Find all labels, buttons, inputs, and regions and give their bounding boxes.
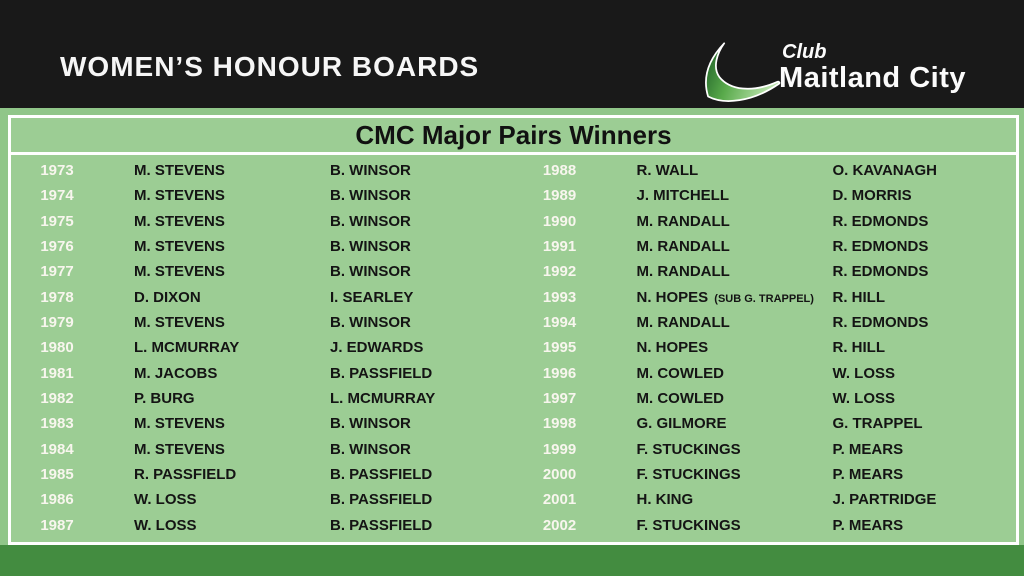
winner2-cell: B. PASSFIELD [330, 516, 433, 534]
year-cell: 2001 [542, 491, 577, 509]
winner1-cell: F. STUCKINGS [636, 516, 741, 534]
year-cell: 1993 [542, 288, 577, 306]
winner1-cell: R. WALL [636, 162, 699, 180]
row-left-half [11, 213, 514, 230]
winner2-cell: B. WINSOR [330, 212, 411, 230]
winner2-cell: P. MEARS [832, 466, 904, 484]
winner1-cell: N. HOPES (SUB G. TRAPPEL) [636, 288, 814, 306]
row-left-half [11, 187, 514, 204]
honour-board [8, 115, 1019, 545]
table-row [11, 462, 1016, 487]
row-right-half [514, 466, 1017, 483]
board-title: CMC Major Pairs Winners [11, 118, 1016, 155]
winner2-cell: B. WINSOR [330, 162, 411, 180]
logo-text [779, 42, 966, 93]
table-row [11, 386, 1016, 411]
table-row [11, 437, 1016, 462]
header-bar [0, 0, 1024, 108]
row-left-half [11, 390, 514, 407]
winner1-cell: M. STEVENS [134, 314, 225, 332]
winner1-cell: F. STUCKINGS [636, 466, 741, 484]
winner1-cell: D. DIXON [134, 288, 201, 306]
board-rows [11, 155, 1016, 542]
year-cell: 1975 [40, 212, 74, 230]
row-right-half [514, 365, 1017, 382]
winner1-cell: M. STEVENS [134, 212, 225, 230]
year-cell: 1973 [40, 162, 74, 180]
year-cell: 1999 [542, 440, 577, 458]
winner1-cell: F. STUCKINGS [636, 440, 741, 458]
row-right-half [514, 213, 1017, 230]
winner1-cell: M. RANDALL [636, 263, 730, 281]
winner2-cell: L. MCMURRAY [330, 390, 436, 408]
year-cell: 1989 [542, 187, 577, 205]
row-left-half [11, 415, 514, 432]
winner2-cell: I. SEARLEY [330, 288, 414, 306]
club-maitland-city-logo [699, 30, 966, 104]
winner2-cell: B. PASSFIELD [330, 491, 433, 509]
year-cell: 1979 [40, 314, 74, 332]
winner1-cell: M. STEVENS [134, 162, 225, 180]
year-cell: 1981 [40, 364, 74, 382]
row-right-half [514, 441, 1017, 458]
row-left-half [11, 466, 514, 483]
winner2-cell: B. WINSOR [330, 415, 411, 433]
year-cell: 1994 [542, 314, 577, 332]
logo-maitland-city-word: Maitland City [779, 61, 966, 94]
table-row [11, 234, 1016, 259]
winner2-cell: B. WINSOR [330, 440, 411, 458]
row-left-half [11, 441, 514, 458]
winner2-cell: B. WINSOR [330, 314, 411, 332]
winner1-cell: M. COWLED [636, 390, 724, 408]
winner2-cell: P. MEARS [832, 516, 904, 534]
winner2-cell: O. KAVANAGH [832, 162, 937, 180]
winner1-cell: H. KING [636, 491, 694, 509]
winner1-cell: W. LOSS [134, 516, 197, 534]
winner1-cell: G. GILMORE [636, 415, 727, 433]
table-row [11, 411, 1016, 436]
table-row [11, 335, 1016, 360]
table-row [11, 361, 1016, 386]
year-cell: 1986 [40, 491, 74, 509]
winner2-cell: B. WINSOR [330, 238, 411, 256]
year-cell: 1982 [40, 390, 74, 408]
year-cell: 1988 [542, 162, 577, 180]
row-left-half [11, 289, 514, 306]
winner2-cell: R. EDMONDS [832, 212, 929, 230]
winner1-cell: M. STEVENS [134, 238, 225, 256]
table-row [11, 259, 1016, 284]
row-left-half [11, 238, 514, 255]
table-row [11, 487, 1016, 512]
winner1-cell: M. JACOBS [134, 364, 218, 382]
winner1-cell: M. RANDALL [636, 212, 730, 230]
winner1-cell: M. STEVENS [134, 440, 225, 458]
row-right-half [514, 339, 1017, 356]
year-cell: 1987 [40, 516, 74, 534]
row-left-half [11, 263, 514, 280]
table-row [11, 513, 1016, 538]
winner2-cell: R. EDMONDS [832, 314, 929, 332]
year-cell: 1974 [40, 187, 74, 205]
winner1-cell: M. STEVENS [134, 187, 225, 205]
winner1-cell: M. RANDALL [636, 238, 730, 256]
winner1-cell: L. MCMURRAY [134, 339, 240, 357]
row-right-half [514, 517, 1017, 534]
year-cell: 1995 [542, 339, 577, 357]
year-cell: 2002 [542, 516, 577, 534]
winner2-cell: G. TRAPPEL [832, 415, 923, 433]
year-cell: 1997 [542, 390, 577, 408]
year-cell: 1976 [40, 238, 74, 256]
winner1-cell: M. STEVENS [134, 263, 225, 281]
row-left-half [11, 339, 514, 356]
winner2-cell: R. EDMONDS [832, 238, 929, 256]
winner2-cell: J. EDWARDS [330, 339, 424, 357]
winner1-cell: N. HOPES [636, 339, 709, 357]
year-cell: 1984 [40, 440, 74, 458]
winner1-cell: W. LOSS [134, 491, 197, 509]
winner2-cell: P. MEARS [832, 440, 904, 458]
row-right-half [514, 289, 1017, 306]
winner2-cell: B. PASSFIELD [330, 364, 433, 382]
table-row [11, 209, 1016, 234]
row-left-half [11, 491, 514, 508]
row-right-half [514, 314, 1017, 331]
row-right-half [514, 491, 1017, 508]
logo-swoosh-icon [699, 40, 783, 104]
row-right-half [514, 162, 1017, 179]
year-cell: 1992 [542, 263, 577, 281]
row-left-half [11, 365, 514, 382]
year-cell: 1983 [40, 415, 74, 433]
winner1-cell: P. BURG [134, 390, 195, 408]
substitute-note: (SUB G. TRAPPEL) [708, 292, 814, 305]
table-row [11, 310, 1016, 335]
winner2-cell: R. HILL [832, 339, 885, 357]
winner2-cell: J. PARTRIDGE [832, 491, 937, 509]
row-left-half [11, 517, 514, 534]
row-right-half [514, 415, 1017, 432]
footer-bar [0, 545, 1024, 576]
row-left-half [11, 162, 514, 179]
year-cell: 1980 [40, 339, 74, 357]
winner2-cell: R. EDMONDS [832, 263, 929, 281]
year-cell: 1990 [542, 212, 577, 230]
table-row [11, 158, 1016, 183]
page-title: WOMEN’S HONOUR BOARDS [60, 51, 480, 82]
logo-club-word: Club [782, 40, 827, 63]
winner2-cell: B. WINSOR [330, 263, 411, 281]
winner2-cell: R. HILL [832, 288, 885, 306]
row-left-half [11, 314, 514, 331]
winner2-cell: W. LOSS [832, 364, 896, 382]
year-cell: 1991 [542, 238, 577, 256]
year-cell: 1985 [40, 466, 74, 484]
year-cell: 2000 [542, 466, 577, 484]
year-cell: 1996 [542, 364, 577, 382]
row-right-half [514, 263, 1017, 280]
row-right-half [514, 187, 1017, 204]
year-cell: 1978 [40, 288, 74, 306]
table-row [11, 285, 1016, 310]
year-cell: 1998 [542, 415, 577, 433]
winner1-cell: M. RANDALL [636, 314, 730, 332]
winner1-cell: R. PASSFIELD [134, 466, 237, 484]
table-row [11, 183, 1016, 208]
year-cell: 1977 [40, 263, 74, 281]
winner2-cell: B. PASSFIELD [330, 466, 433, 484]
winner1-cell: M. STEVENS [134, 415, 225, 433]
winner2-cell: D. MORRIS [832, 187, 912, 205]
winner1-cell: M. COWLED [636, 364, 724, 382]
row-right-half [514, 390, 1017, 407]
board-area [0, 108, 1024, 545]
winner1-cell: J. MITCHELL [636, 187, 729, 205]
winner2-cell: W. LOSS [832, 390, 896, 408]
row-right-half [514, 238, 1017, 255]
winner2-cell: B. WINSOR [330, 187, 411, 205]
